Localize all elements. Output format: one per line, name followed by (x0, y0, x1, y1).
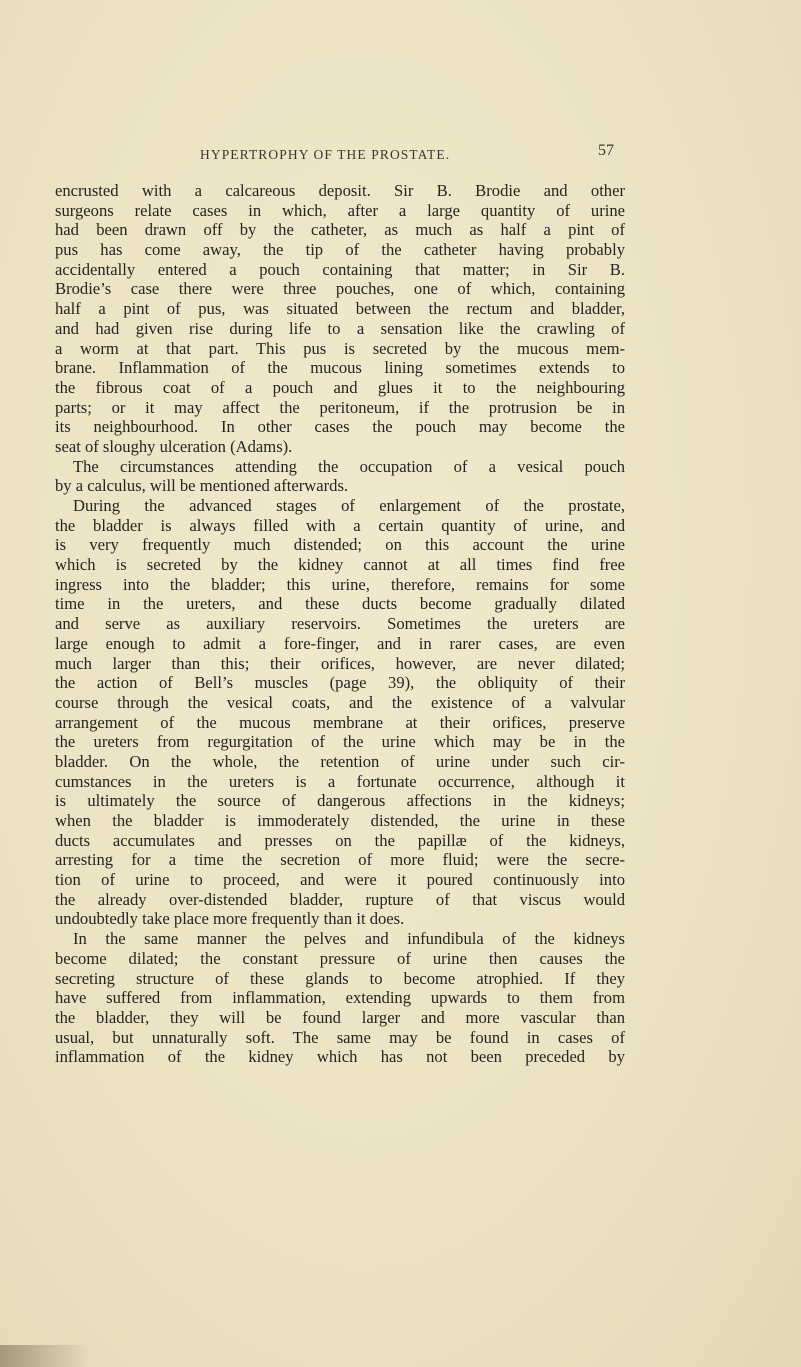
text-line: and had given rise during life to a sensation like the crawling of (55, 318, 625, 338)
text-line: the action of Bell’s muscles (page 39), the obliquity of their (55, 673, 625, 693)
text-line: ducts accumulates and presses on the papillæ of the kidneys, (55, 830, 625, 850)
text-line: cumstances in the ureters is a fortunate occurrence, although it (55, 771, 625, 791)
text-line: arresting for a time the secretion of more fluid; were the secre- (55, 850, 625, 870)
text-line: inflammation of the kidney which has not been preceded by (55, 1047, 625, 1067)
text-line: have suffered from inflammation, extending upwards to them from (55, 988, 625, 1008)
text-line: the already over-distended bladder, rupture of that viscus would (55, 889, 625, 909)
text-line: accidentally entered a pouch containing that matter; in Sir B. (55, 259, 625, 279)
text-line: a worm at that part. This pus is secreted by the mucous mem- (55, 338, 625, 358)
text-line: the fibrous coat of a pouch and glues it to the neighbouring (55, 377, 625, 397)
text-line: by a calculus, will be mentioned afterwards. (55, 476, 349, 496)
text-line: which is secreted by the kidney cannot at all times find free (55, 555, 625, 575)
text-line: encrusted with a calcareous deposit. Sir B. Brodie and other (55, 181, 625, 200)
text-line: parts; or it may affect the peritoneum, if the protrusion be in (55, 397, 625, 417)
text-line: usual, but unnaturally soft. The same may be found in cases of (55, 1027, 625, 1047)
text-line: when the bladder is immoderately distended, the urine in these (55, 811, 625, 830)
text-line: arrangement of the mucous membrane at their orifices, preserve (55, 712, 625, 732)
text-line: the bladder, they will be found larger and more vascular than (55, 1007, 625, 1027)
text-line: the ureters from regurgitation of the urine which may be in the (55, 732, 625, 752)
text-line: large enough to admit a fore-finger, and in rarer cases, are even (55, 633, 625, 653)
text-line: the bladder is always filled with a certain quantity of urine, and (55, 515, 625, 535)
text-line: had been drawn off by the catheter, as much as half a pint of (55, 220, 625, 240)
text-line: The circumstances attending the occupation of a vesical pouch (73, 456, 625, 476)
text-line: is ultimately the source of dangerous affections in the kidneys; (55, 791, 625, 811)
body-text (55, 181, 625, 1067)
text-line: ingress into the bladder; this urine, therefore, remains for some (55, 574, 625, 594)
text-line: Brodie’s case there were three pouches, one of which, containing (55, 279, 625, 299)
text-line: undoubtedly take place more frequently than it does. (55, 909, 405, 929)
text-line: course through the vesical coats, and the existence of a valvular (55, 692, 625, 712)
text-line: bladder. On the whole, the retention of urine under such cir- (55, 751, 625, 771)
text-line: its neighbourhood. In other cases the pouch may become the (55, 417, 625, 437)
text-line: become dilated; the constant pressure of urine then causes the (55, 948, 625, 968)
text-line: much larger than this; their orifices, however, are never dilated; (55, 653, 625, 673)
text-line: brane. Inflammation of the mucous lining sometimes extends to (55, 358, 625, 378)
page-number: 57 (598, 142, 614, 159)
text-line: In the same manner the pelves and infundibula of the kidneys (73, 929, 625, 949)
text-line: secreting structure of these glands to become atrophied. If they (55, 968, 625, 988)
text-line: is very frequently much distended; on this account the urine (55, 535, 625, 555)
text-line: tion of urine to proceed, and were it poured continuously into (55, 870, 625, 890)
text-line: time in the ureters, and these ducts become gradually dilated (55, 594, 625, 614)
text-line: seat of sloughy ulceration (Adams). (55, 436, 293, 456)
text-line: pus has come away, the tip of the catheter having probably (55, 240, 625, 260)
text-line: surgeons relate cases in which, after a large quantity of urine (55, 200, 625, 220)
text-line: and serve as auxiliary reservoirs. Sometimes the ureters are (55, 614, 625, 634)
running-head: HYPERTROPHY OF THE PROSTATE. (200, 147, 451, 162)
page-edge-shadow (0, 1345, 90, 1367)
text-line: half a pint of pus, was situated between the rectum and bladder, (55, 299, 625, 319)
text-line: During the advanced stages of enlargement of the prostate, (73, 496, 625, 515)
